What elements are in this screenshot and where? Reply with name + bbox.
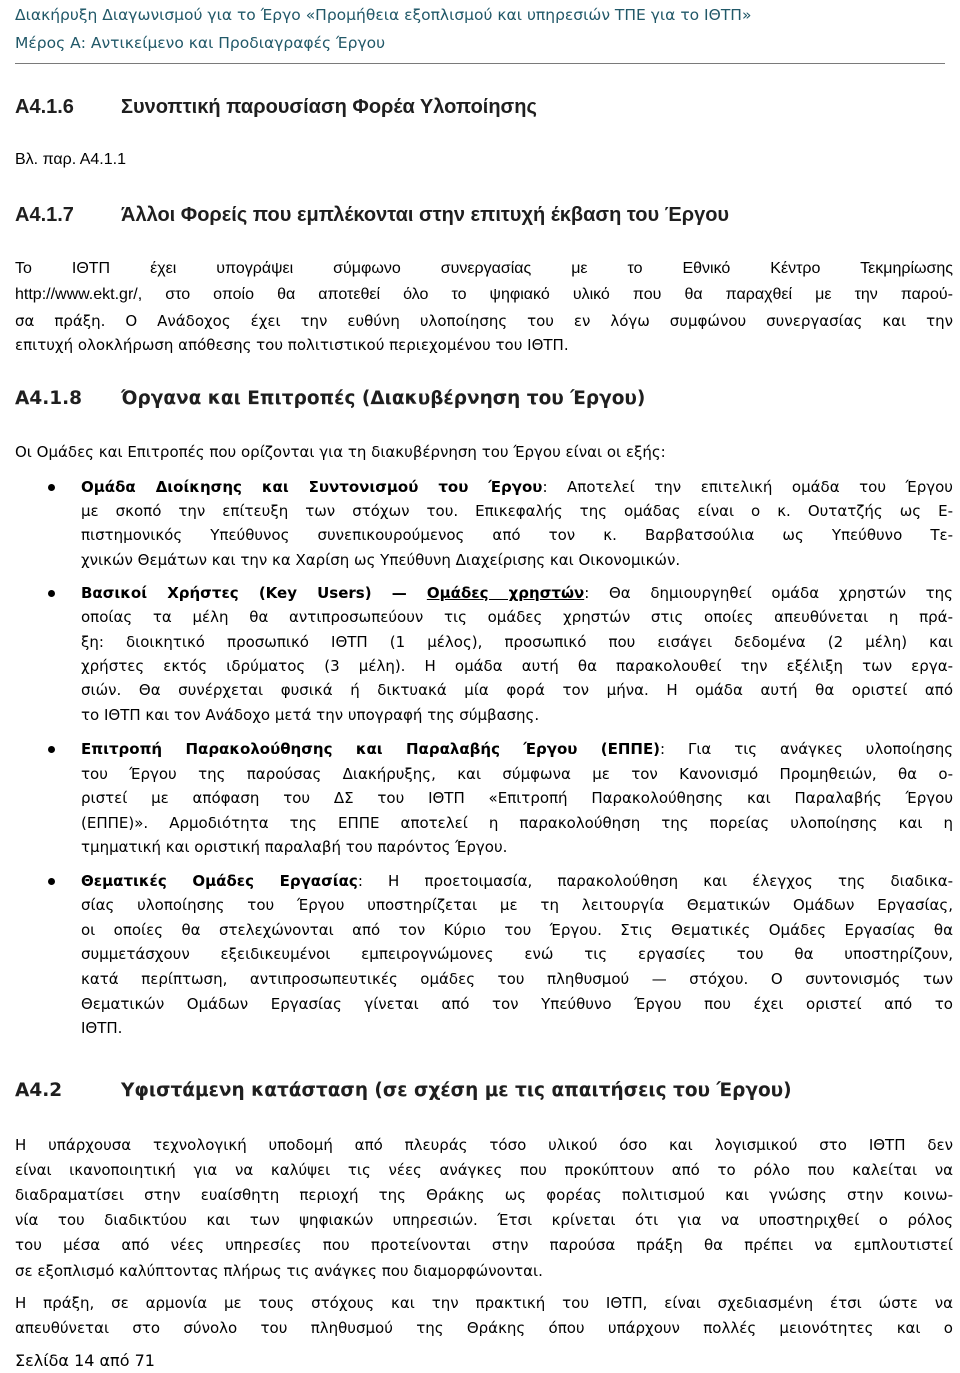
section-number-a417: Α4.1.7 [15,204,74,226]
bullet-3-line: του Έργου της παρούσας Διακήρυξης, και σύμφωνα με τον Κανονισμό Προμηθειών, θα ο- [81,765,953,783]
bullet-1-line: Ομάδα Διοίκησης και Συντονισμού του Έργου: Αποτελεί την επιτελική ομάδα του Έργου [81,478,953,496]
bullet-1-line: χνικών Θεμάτων και την κα Χαρίση ως Υπεύθυνη Διαχείρισης και Οικονομικών. [81,551,681,569]
paragraph-line: http://www.ekt.gr/, στο οποίο θα αποτεθεί όλο το ψηφιακό υλικό που θα παραχθεί με την παρού- [15,286,953,303]
section-title-a42: Υφιστάμενη κατάσταση (σε σχέση με τις απαιτήσεις του Έργου) [121,1080,792,1101]
paragraph-line: επιτυχή ολοκλήρωση απόθεσης του πολιτιστικού περιεχομένου του ΙΘΤΠ. [15,336,569,354]
bullet-2-line: χρήστες εκτός ιδρύματος (3 μέλη). Η ομάδα αυτή θα παρακολουθεί την εξέλιξη των εργα- [81,657,953,675]
bullet-3-line: (ΕΠΠΕ)». Αρμοδιότητα της ΕΠΠΕ αποτελεί η παρακολούθηση της πορείας υλοποίησης και η [81,814,953,832]
paragraph-line: Η πράξη, σε αρμονία με τους στόχους και την πρακτική του ΙΘΤΠ, είναι σχεδιασμένη έτσι ώστε να [15,1294,953,1312]
bullet-4-line: Θεματικές Ομάδες Εργασίας: Η προετοιμασία, παρακολούθηση και έλεγχος της διαδικα- [81,872,953,890]
bullet-2-lead-underlined: Ομάδες χρηστών [426,584,585,602]
section-reference: Βλ. παρ. Α4.1.1 [15,151,126,168]
bullet-3-lead: Επιτροπή Παρακολούθησης και Παραλαβής Έργου (ΕΠΠΕ) [81,740,661,758]
bullet-dot [48,878,55,885]
bullet-2-line: Βασικοί Χρήστες (Key Users) — Ομάδες χρηστών: Θα δημιουργηθεί ομάδα χρηστών της [81,584,953,602]
paragraph-line: Η υπάρχουσα τεχνολογική υποδομή από πλευράς τόσο υλικού όσο και λογισμικού στο ΙΘΤΠ δεν [15,1136,953,1154]
paragraph-line: σα πράξη. Ο Ανάδοχος έχει την ευθύνη υλοποίησης του εν λόγω συμφώνου συνεργασίας και την [15,312,953,330]
paragraph-line: διαδραματίσει στην ευαίσθητη περιοχή της Θράκης ως φορέας πολιτισμού και γνώσης στην κοινω- [15,1186,953,1204]
bullet-4-line: κατά περίπτωση, αντιπροσωπευτικές ομάδες του πληθυσμού — στόχου. Ο συντονισμός των [81,970,953,988]
bullet-2-line: σιών. Θα συνέρχεται φυσικά ή δικτυακά μία φορά τον μήνα. Η ομάδα αυτή θα οριστεί από [81,681,953,699]
header-subtitle: Μέρος Α: Αντικείμενο και Προδιαγραφές Έργου [15,34,386,52]
bullet-1-lead: Ομάδα Διοίκησης και Συντονισμού του Έργου [81,478,543,496]
section-number-a418: Α4.1.8 [15,388,82,409]
bullet-dot [48,484,55,491]
bullet-4-line: ΙΘΤΠ. [81,1019,123,1037]
header-title: Διακήρυξη Διαγωνισμού για το Έργο «Προμήθεια εξοπλισμού και υπηρεσιών ΤΠΕ για το ΙΘΤΠ» [15,6,752,24]
section-number-a416: Α4.1.6 [15,96,74,118]
bullet-3-line: Επιτροπή Παρακολούθησης και Παραλαβής Έργου (ΕΠΠΕ): Για τις ανάγκες υλοποίησης [81,740,954,758]
bullet-1-line: με σκοπό την επίτευξη των στόχων του. Επικεφαλής της ομάδας είναι ο κ. Ουτατζής ως Ε- [81,502,953,520]
section-title-a417: Άλλοι Φορείς που εμπλέκονται στην επιτυχή έκβαση του Έργου [121,204,730,226]
bullet-4-line: οι οποίες θα στελεχώνονται από τον Κύριο του Έργου. Στις Θεματικές Ομάδες Εργασίας θα [81,921,953,939]
paragraph-line: είναι ικανοποιητική για να καλύψει τις νέες ανάγκες που προκύπτουν από το ρόλο που καλείται να [15,1161,953,1179]
paragraph-line: Το ΙΘΤΠ έχει υπογράψει σύμφωνο συνεργασίας με το Εθνικό Κέντρο Τεκμηρίωσης [15,260,953,277]
bullet-dot [48,746,55,753]
paragraph-line: νία του διαδικτύου και των ψηφιακών υπηρεσιών. Έτσι κρίνεται ότι για να υποστηριχθεί ο ρόλος [15,1211,953,1229]
bullet-2-line: το ΙΘΤΠ και τον Ανάδοχο μετά την υπογραφή της σύμβασης. [81,706,540,724]
bullet-1-line: πιστημονικός Υπεύθυνος συνεπικουρούμενος από τον κ. Βαρβατσούλια ως Υπεύθυνο Τε- [81,526,953,544]
bullet-4-line: σίας υλοποίησης του Έργου υποστηρίζεται με τη λειτουργία Θεματικών Ομάδων Εργασίας, [81,896,953,914]
bullet-2-lead: Βασικοί Χρήστες (Key Users) [81,584,372,602]
header-divider [15,63,945,64]
intro-paragraph: Οι Ομάδες και Επιτροπές που ορίζονται για τη διακυβέρνηση του Έργου είναι οι εξής: [15,443,666,461]
paragraph-line: σε εξοπλισμό καλύπτοντας πλήρως τις ανάγκες που διαμορφώνονται. [15,1262,543,1280]
bullet-3-line: τμηματική και οριστική παραλαβή του παρόντος Έργου. [81,838,508,856]
page-number: Σελίδα 14 από 71 [15,1351,155,1370]
bullet-3-line: ριστεί με απόφαση του ΔΣ του ΙΘΤΠ «Επιτροπή Παρακολούθησης και Παραλαβής Έργου [81,789,953,807]
bullet-4-lead: Θεματικές Ομάδες Εργασίας [81,872,358,890]
section-title-a416: Συνοπτική παρουσίαση Φορέα Υλοποίησης [121,96,537,118]
section-number-a42: Α4.2 [15,1080,63,1101]
paragraph-line: του μέσα από νέες υπηρεσίες που προτείνονται στην παρούσα πράξη θα πρέπει να εμπλουτιστεί [15,1236,953,1254]
document-header [15,1,945,57]
bullet-4-line: Θεματικών Ομάδων Εργασίας γίνεται από τον Υπεύθυνο Έργου που έχει οριστεί από το [81,995,953,1013]
bullet-dot [48,590,55,597]
bullet-4-line: συμμετάσχουν εξειδικευμένοι εμπειρογνώμονες ενώ τις εργασίες του θα υποστηρίζουν, [81,945,953,963]
bullet-2-line: ξη: διοικητικό προσωπικό ΙΘΤΠ (1 μέλος), προσωπικό που εισάγει δεδομένα (2 μέλη) και [81,633,953,651]
bullet-2-line: οποίας τα μέλη θα αντιπροσωπεύουν τις ομάδες χρηστών στις οποίες απευθύνεται η πρά- [81,608,953,626]
paragraph-line: απευθύνεται στο σύνολο του πληθυσμού της Θράκης όπου υπάρχουν πολλές μειονότητες και ο [15,1319,953,1337]
section-title-a418: Όργανα και Επιτροπές (Διακυβέρνηση του Έργου) [121,388,646,409]
